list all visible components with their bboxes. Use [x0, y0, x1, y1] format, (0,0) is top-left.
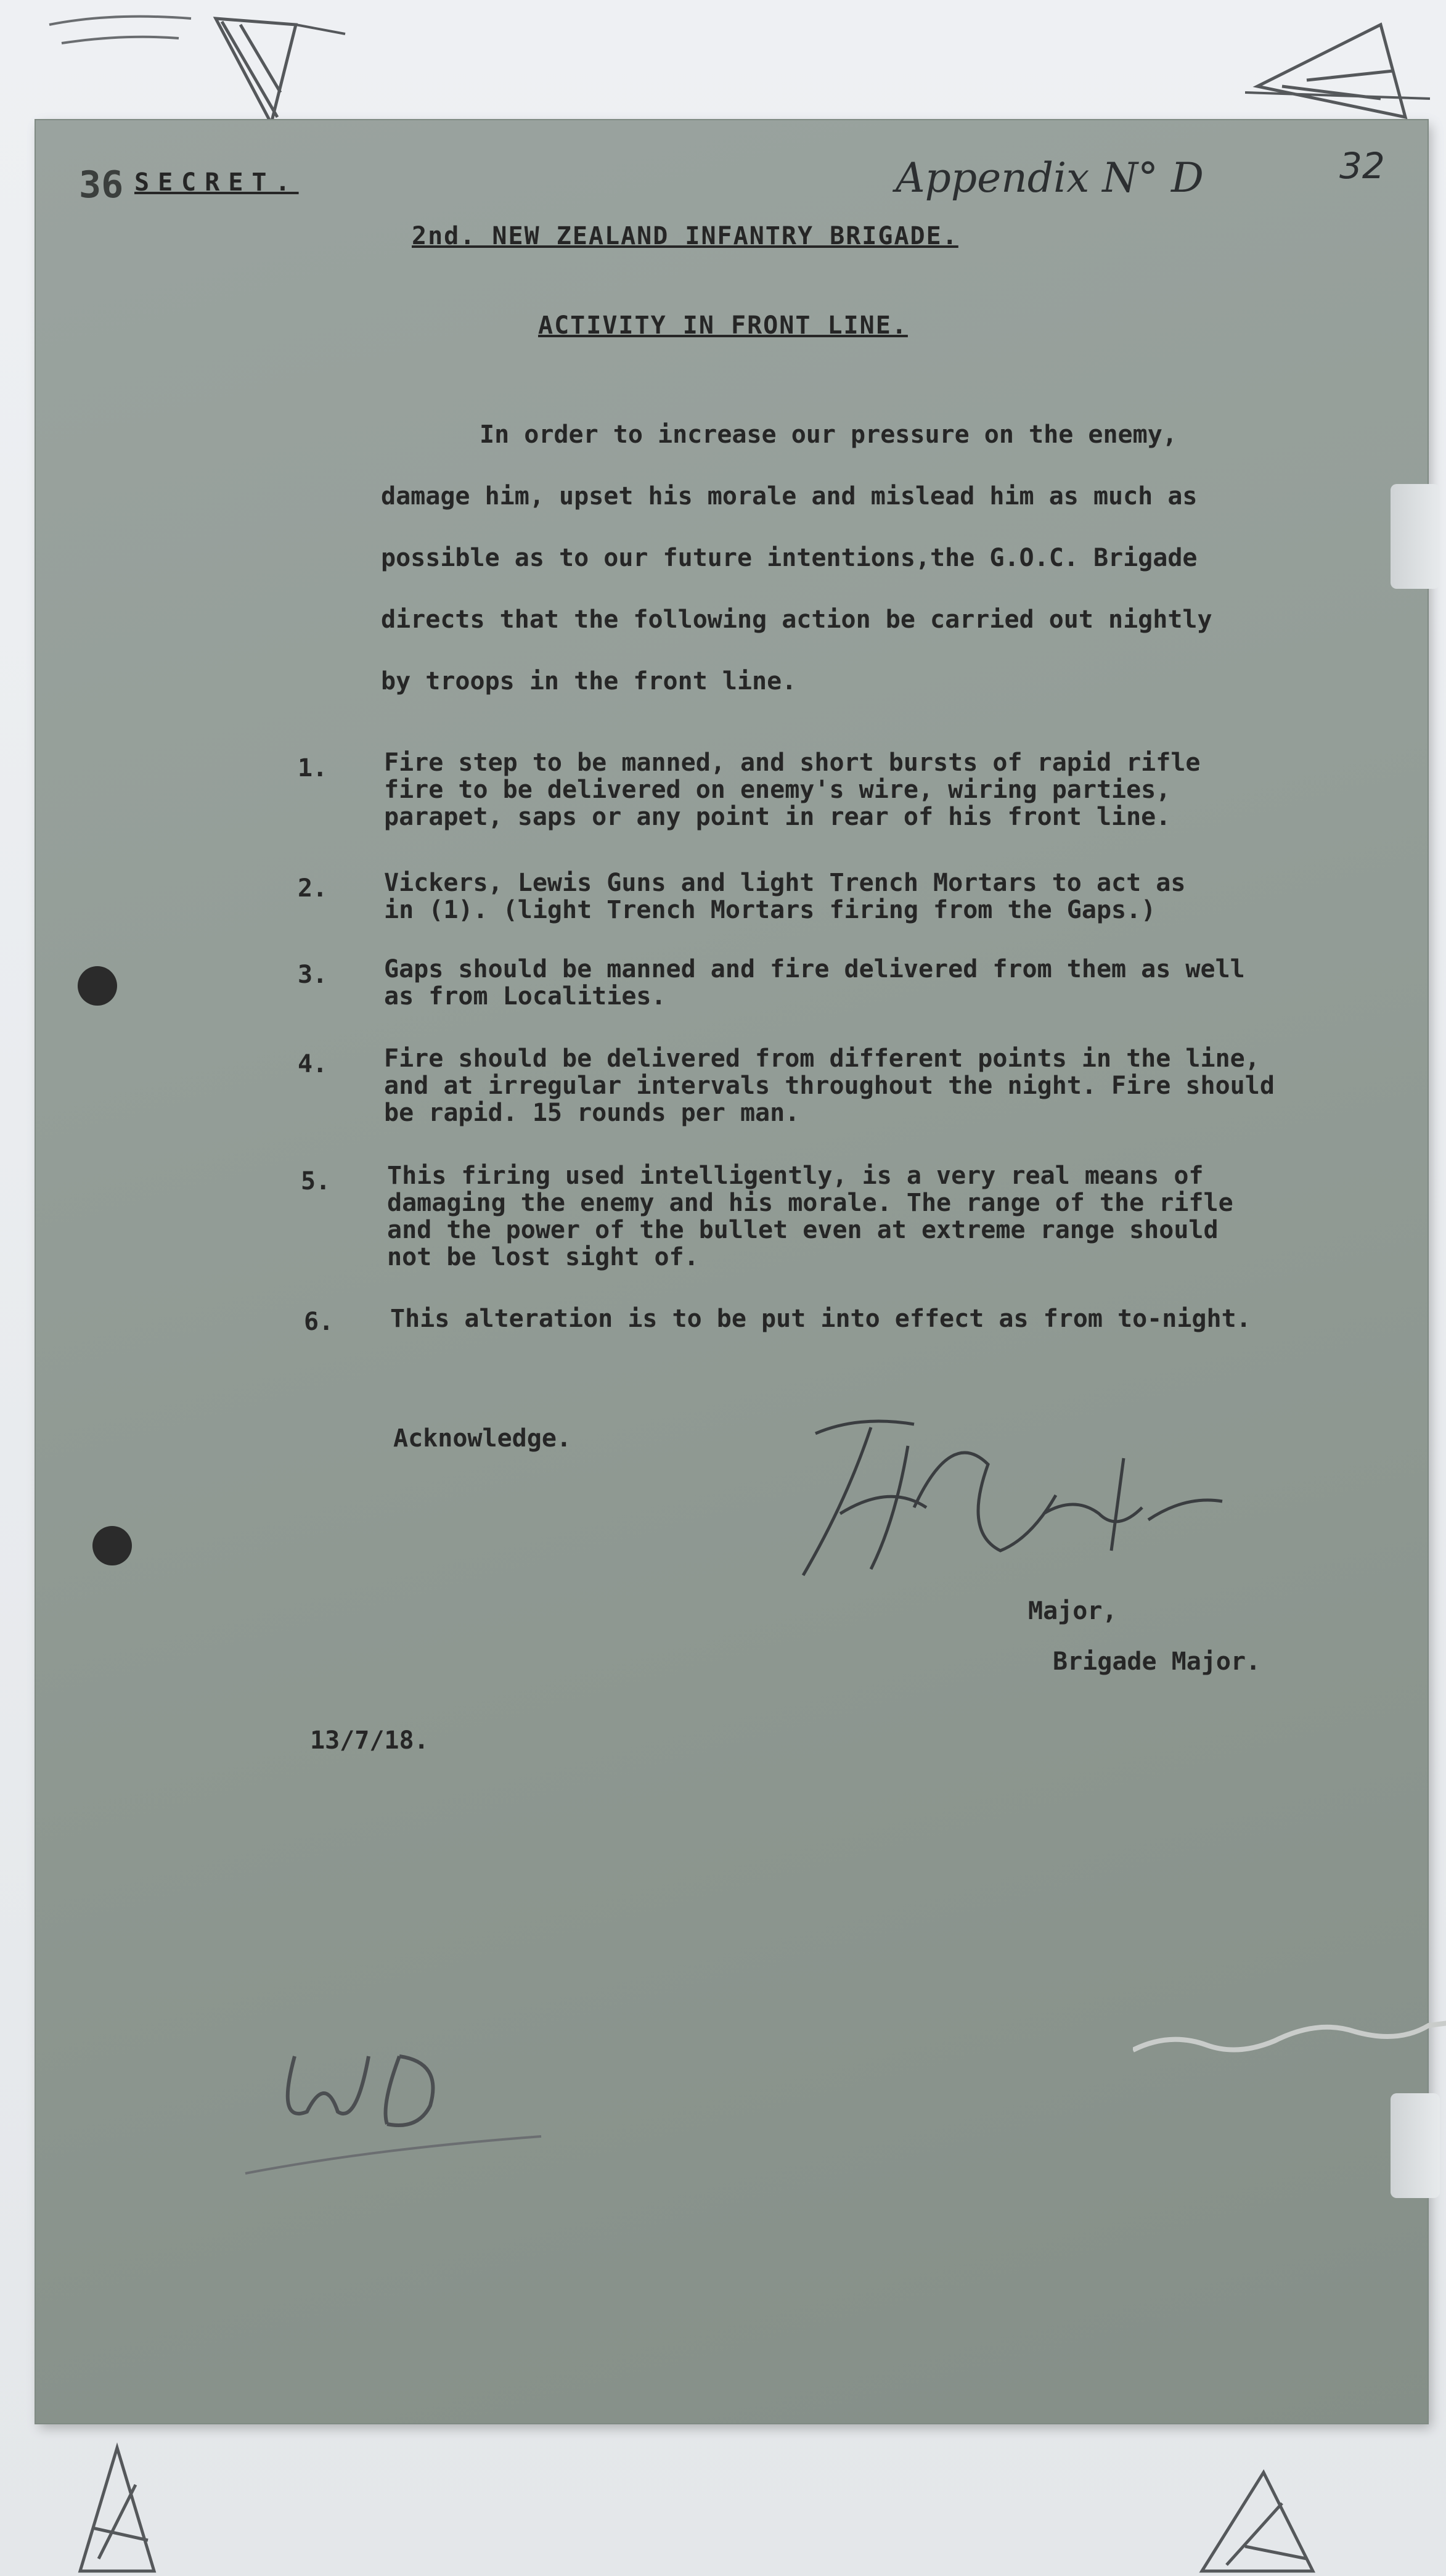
torn-paper-edge [1133, 2007, 1446, 2062]
item-number: 4. [298, 1050, 328, 1078]
item-line: be rapid. 15 rounds per man. [384, 1099, 800, 1127]
item-line: This alteration is to be put into effect as from to-night. [390, 1305, 1251, 1333]
document-date: 13/7/18. [310, 1726, 429, 1755]
appendix-label: Appendix N° D [896, 154, 1204, 202]
item-line: in (1). (light Trench Mortars firing from the Gaps.) [384, 896, 1156, 924]
item-number: 6. [304, 1308, 334, 1336]
intro-line: In order to increase our pressure on the enemy, [480, 420, 1177, 449]
acknowledge-text: Acknowledge. [393, 1424, 571, 1453]
document-page [36, 120, 1428, 2423]
pencil-sketch-top-left [37, 0, 357, 136]
item-line: Fire should be delivered from different points in the line, [384, 1044, 1260, 1073]
punch-hole-top [78, 966, 117, 1006]
unit-heading: 2nd. NEW ZEALAND INFANTRY BRIGADE. [412, 222, 958, 250]
binding-clip-top [1391, 484, 1440, 589]
page-number: 32 [1339, 145, 1385, 187]
intro-paragraph [381, 404, 1212, 712]
document-title: ACTIVITY IN FRONT LINE. [538, 311, 908, 340]
item-number: 5. [301, 1167, 331, 1196]
pencil-sketch-bottom-right [1190, 2460, 1325, 2576]
intro-line: damage him, upset his morale and mislead him as much as [381, 482, 1198, 511]
item-line: Vickers, Lewis Guns and light Trench Mortars to act as [384, 869, 1186, 897]
classification-stamp: SECRET. [134, 168, 299, 197]
item-line: parapet, saps or any point in rear of his front line. [384, 803, 1171, 831]
item-line: as from Localities. [384, 982, 666, 1011]
item-line: not be lost sight of. [387, 1243, 699, 1271]
pencil-sketch-top-right [1245, 12, 1442, 129]
intro-line: by troops in the front line. [381, 667, 797, 695]
file-reference: 36 [79, 163, 124, 207]
signatory-appointment: Brigade Major. [1053, 1647, 1261, 1676]
item-line: This firing used intelligently, is a very real means of [387, 1162, 1204, 1190]
signature [766, 1390, 1247, 1600]
binding-clip-bottom [1391, 2093, 1440, 2198]
intro-line: possible as to our future intentions,the G.O.C. Brigade [381, 544, 1198, 572]
item-line: Fire step to be manned, and short bursts of rapid rifle [384, 749, 1201, 777]
item-line: and at irregular intervals throughout the night. Fire should [384, 1072, 1275, 1100]
pencil-initials [221, 2019, 566, 2180]
item-line: and the power of the bullet even at extreme range should [387, 1216, 1219, 1244]
item-line: damaging the enemy and his morale. The range of the rifle [387, 1189, 1233, 1217]
punch-hole-bottom [92, 1526, 132, 1565]
item-number: 3. [298, 961, 328, 989]
intro-line: directs that the following action be carried out nightly [381, 605, 1212, 634]
item-line: Gaps should be manned and fire delivered from them as well [384, 955, 1245, 983]
item-number: 2. [298, 874, 328, 903]
signatory-rank: Major, [1028, 1597, 1117, 1625]
item-line: fire to be delivered on enemy's wire, wiring parties, [384, 776, 1171, 804]
pencil-sketch-bottom-left [55, 2435, 179, 2576]
item-number: 1. [298, 754, 328, 782]
